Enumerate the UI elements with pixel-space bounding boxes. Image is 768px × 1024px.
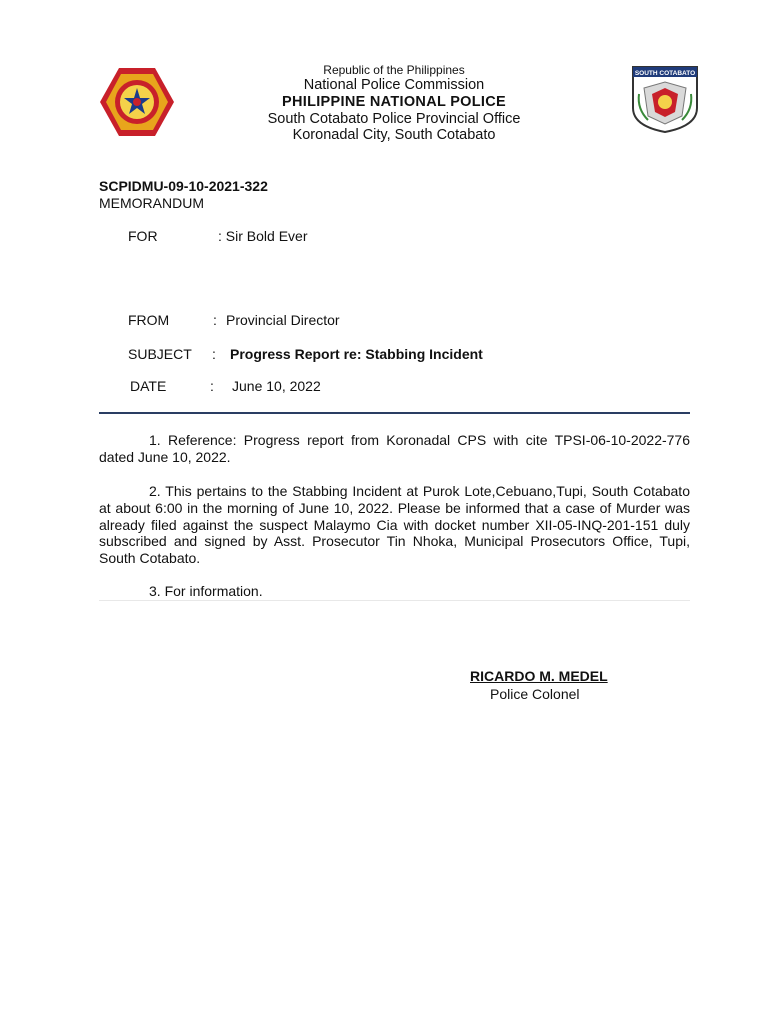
body-paragraph-1: 1. Reference: Progress report from Koronadal CPS with cite TPSI-06-10-2022-776 dated June 10, 2022. — [99, 432, 690, 465]
south-cotabato-badge-logo — [630, 64, 700, 134]
pnp-seal-logo — [99, 66, 175, 138]
signatory-name: RICARDO M. MEDEL — [470, 668, 608, 684]
svg-text:SOUTH COTABATO: SOUTH COTABATO — [634, 70, 696, 77]
from-value: Provincial Director — [226, 312, 340, 328]
from-label: FROM — [128, 312, 170, 328]
memo-reference-number: SCPIDMU-09-10-2021-322 — [99, 178, 268, 194]
date-label: DATE — [130, 378, 167, 394]
subject-value: Progress Report re: Stabbing Incident — [230, 346, 483, 362]
header-office: South Cotabato Police Provincial Office — [267, 111, 521, 127]
body-paragraph-2: 2. This pertains to the Stabbing Incident at Purok Lote,Cebuano,Tupi, South Cotabato at about 6:00 in the morning of June 10, 2022. Please be informed that a case of Murder was already filed against the suspect Malaymo Cia with docket number XII-05-INQ-201-151 duly subscribed and signed by Asst. Prosecutor Tin Nhoka, Municipal Prosecutors Office, Tupi, South Cotabato. — [99, 483, 690, 567]
body-end-divider — [99, 600, 690, 601]
from-colon: : — [213, 312, 217, 328]
subject-colon: : — [212, 346, 216, 362]
header-city: Koronadal City, South Cotabato — [292, 127, 496, 143]
header-commission: National Police Commission — [303, 77, 485, 93]
date-value: June 10, 2022 — [232, 378, 321, 394]
subject-label: SUBJECT — [128, 346, 192, 362]
signatory-rank: Police Colonel — [490, 686, 580, 702]
header-divider — [99, 412, 690, 414]
body-paragraph-3: 3. For information. — [149, 583, 263, 599]
date-colon: : — [210, 378, 214, 394]
header-agency: PHILIPPINE NATIONAL POLICE — [282, 94, 506, 110]
header-republic: Republic of the Philippines — [323, 63, 465, 77]
for-value: : Sir Bold Ever — [218, 228, 308, 244]
for-label: FOR — [128, 228, 158, 244]
memo-type: MEMORANDUM — [99, 195, 204, 211]
